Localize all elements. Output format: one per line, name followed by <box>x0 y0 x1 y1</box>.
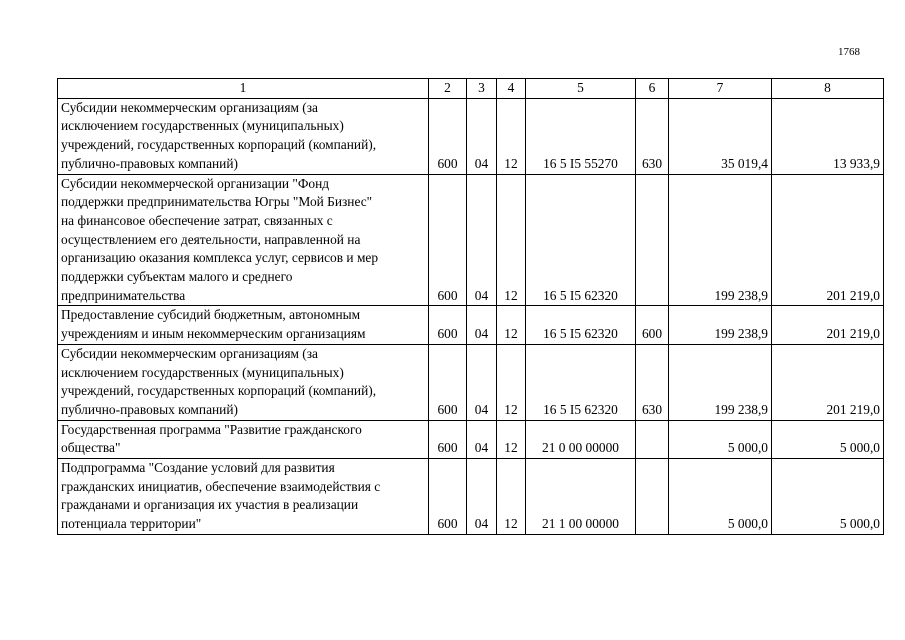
table-row <box>58 306 884 344</box>
row-name: Предоставление субсидий бюджетным, автономным учреждениям и иным некоммерческим организациям <box>58 306 429 344</box>
row-csr: 16 5 I5 62320 <box>526 344 636 420</box>
column-header: 3 <box>467 79 497 99</box>
row-rz: 04 <box>467 98 497 174</box>
row-name: Государственная программа "Развитие гражданского общества" <box>58 420 429 458</box>
row-vr <box>636 174 669 306</box>
column-header: 4 <box>497 79 526 99</box>
header-row <box>58 79 884 99</box>
row-rz: 04 <box>467 420 497 458</box>
row-ved: 600 <box>429 344 467 420</box>
row-sum-2: 201 219,0 <box>772 174 884 306</box>
row-vr: 600 <box>636 306 669 344</box>
row-rz: 04 <box>467 306 497 344</box>
row-csr: 21 0 00 00000 <box>526 420 636 458</box>
row-sum-1: 199 238,9 <box>669 344 772 420</box>
budget-table <box>57 78 884 535</box>
row-csr: 16 5 I5 55270 <box>526 98 636 174</box>
row-pr: 12 <box>497 98 526 174</box>
row-rz: 04 <box>467 344 497 420</box>
column-header: 6 <box>636 79 669 99</box>
page-number: 1768 <box>838 46 860 58</box>
row-rz: 04 <box>467 174 497 306</box>
column-header: 8 <box>772 79 884 99</box>
row-vr <box>636 420 669 458</box>
table-row <box>58 459 884 535</box>
row-name: Субсидии некоммерческим организациям (за исключением государственных (муниципальных) учреждений, государственных корпораций (компаний), публично-правовых компаний) <box>58 344 429 420</box>
row-sum-2: 5 000,0 <box>772 459 884 535</box>
row-sum-2: 13 933,9 <box>772 98 884 174</box>
table-row <box>58 174 884 306</box>
table-row <box>58 344 884 420</box>
column-header: 1 <box>58 79 429 99</box>
row-pr: 12 <box>497 344 526 420</box>
row-ved: 600 <box>429 420 467 458</box>
row-sum-2: 5 000,0 <box>772 420 884 458</box>
row-vr: 630 <box>636 344 669 420</box>
row-name: Подпрограмма "Создание условий для развития гражданских инициатив, обеспечение взаимодействия с гражданами и организация их участия в реализации потенциала территории" <box>58 459 429 535</box>
row-sum-2: 201 219,0 <box>772 344 884 420</box>
row-ved: 600 <box>429 174 467 306</box>
row-pr: 12 <box>497 306 526 344</box>
row-sum-1: 35 019,4 <box>669 98 772 174</box>
row-sum-1: 199 238,9 <box>669 174 772 306</box>
row-ved: 600 <box>429 306 467 344</box>
column-header: 5 <box>526 79 636 99</box>
table-row <box>58 98 884 174</box>
table-row <box>58 420 884 458</box>
row-csr: 16 5 I5 62320 <box>526 174 636 306</box>
row-pr: 12 <box>497 174 526 306</box>
row-sum-1: 5 000,0 <box>669 420 772 458</box>
column-header: 2 <box>429 79 467 99</box>
row-name: Субсидии некоммерческой организации "Фонд поддержки предпринимательства Югры "Мой Бизнес" на финансовое обеспечение затрат, связанных с осуществлением его деятельности, направленной на организацию оказания комплекса услуг, сервисов и мер поддержки субъектам малого и среднего предпринимательства <box>58 174 429 306</box>
row-ved: 600 <box>429 459 467 535</box>
row-sum-1: 5 000,0 <box>669 459 772 535</box>
row-name: Субсидии некоммерческим организациям (за исключением государственных (муниципальных) учреждений, государственных корпораций (компаний), публично-правовых компаний) <box>58 98 429 174</box>
column-header: 7 <box>669 79 772 99</box>
row-sum-1: 199 238,9 <box>669 306 772 344</box>
row-csr: 21 1 00 00000 <box>526 459 636 535</box>
row-vr <box>636 459 669 535</box>
row-pr: 12 <box>497 459 526 535</box>
row-rz: 04 <box>467 459 497 535</box>
row-ved: 600 <box>429 98 467 174</box>
row-csr: 16 5 I5 62320 <box>526 306 636 344</box>
row-pr: 12 <box>497 420 526 458</box>
row-vr: 630 <box>636 98 669 174</box>
row-sum-2: 201 219,0 <box>772 306 884 344</box>
